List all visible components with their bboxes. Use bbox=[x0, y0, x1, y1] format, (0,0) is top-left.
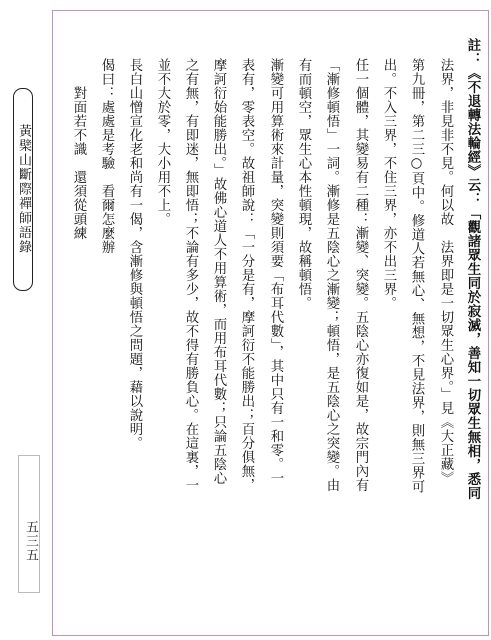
verse-line: 對面若不識 還須從頭練 bbox=[71, 58, 86, 240]
text-column: 表有，零表空。故祖師說：「一分是有，摩訶衍不能勝出；百分俱無， bbox=[239, 58, 254, 492]
text-column: 並不大於零，大小用不上。 bbox=[155, 58, 170, 226]
text-column: 法界，非見非不見。何以故 法界即是一切眾生心界。」見《大正藏》 bbox=[438, 58, 453, 486]
verse-line: 偈曰：處處是考驗 看爾怎麼辦 bbox=[99, 58, 114, 254]
page-number: 五三五 bbox=[23, 520, 38, 562]
text-column: 「漸修頓悟」一詞。漸修是五陰心之漸變；頓悟，是五陰心之突變。由 bbox=[324, 58, 339, 492]
text-column: 漸變可用算術來計量，突變則須要「布耳代數」，其中只有一和零。一 bbox=[268, 58, 283, 486]
note-heading-column: 註：《不退轉法輪經》云：「觀諸眾生同於寂滅，善知一切眾生無相，悉同 bbox=[465, 38, 481, 500]
running-title: 黃檗山斷際禪師語錄 bbox=[13, 88, 33, 291]
text-column: 有而頓空，眾生心本性頓現，故稱頓悟。 bbox=[296, 58, 311, 310]
text-column: 之有無，有即迷，無即悟；不論有多少，故不得有勝負心。在這裏，一 bbox=[183, 58, 198, 492]
page-frame-top-line bbox=[52, 10, 489, 11]
page-frame-left-line bbox=[52, 10, 53, 636]
text-column: 第九冊，第二三○頁中。修道人若無心、無想，不見法界，則無三界可 bbox=[409, 58, 424, 494]
page-frame-right-line bbox=[488, 10, 489, 636]
text-column: 長白山憎宣化老和尚有一偈，含漸修與頓悟之問題，藉以說明。 bbox=[127, 58, 142, 450]
text-column: 任一個體，其變易有二種：漸變、突變。五陰心亦復如是，故宗門內有 bbox=[353, 58, 368, 492]
text-column: 摩訶衍始能勝出。」故佛心道人不用算術，而用布耳代數；只論五陰心 bbox=[211, 58, 226, 486]
text-column: 出。不入三界，不住三界，亦不出三界。 bbox=[381, 58, 396, 310]
